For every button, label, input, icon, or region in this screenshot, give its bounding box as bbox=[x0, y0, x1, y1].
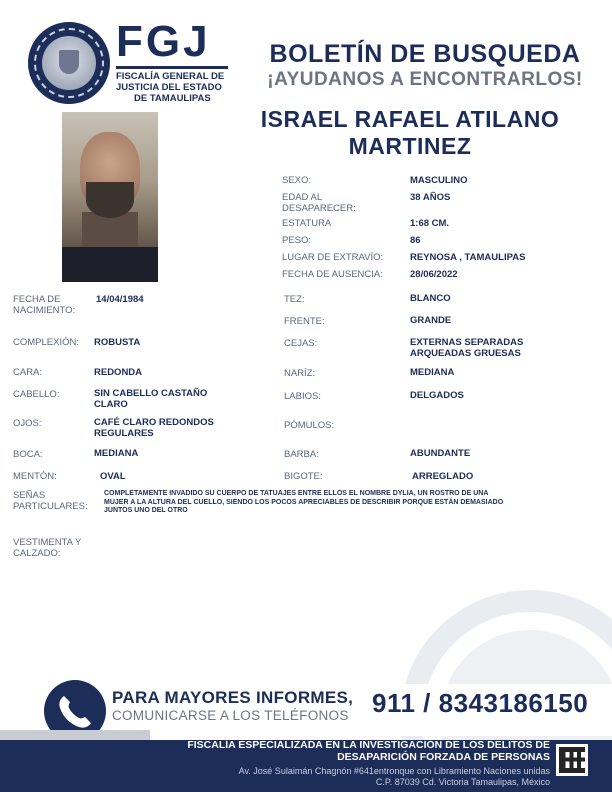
field-label-nariz: NARÍZ: bbox=[284, 368, 316, 379]
field-label-cara: CARA: bbox=[13, 367, 43, 378]
footer-address: Av. José Sulaimán Chagnón #641entronque con Libramiento Naciones unidas C.P. 87039 Cd. Victoria Tamaulipas, México bbox=[238, 766, 550, 787]
field-label-barba: BARBA: bbox=[284, 449, 319, 460]
field-label-ojos: OJOS: bbox=[13, 418, 42, 429]
field-label-tez: TEZ: bbox=[284, 294, 305, 305]
field-label-peso: PESO: bbox=[282, 235, 312, 246]
field-value-complexion: ROBUSTA bbox=[94, 337, 141, 348]
field-label-sexo: SEXO: bbox=[282, 175, 312, 186]
field-label-cejas: CEJAS: bbox=[284, 338, 318, 349]
field-label-boca: BOCA: bbox=[13, 449, 43, 460]
bulletin-subtitle: ¡AYUDANOS A ENCONTRARLOS! bbox=[267, 69, 583, 90]
field-value-labios: DELGADOS bbox=[410, 390, 464, 401]
field-value-peso: 86 bbox=[410, 235, 421, 246]
field-value-senas: COMPLETAMENTE INVADIDO SU CUERPO DE TATUAJES ENTRE ELLOS EL NOMBRE DYLIA, UN ROSTRO DE UNA MUJER A LA ALTURA DEL CUELLO, SIENDO LOS POCOS APRECIABLES DE DESCRIBIR PORQUE ESTÁN DEMASIADO JUNTOS UNO DEL OTRO bbox=[104, 490, 504, 514]
field-label-complexion: COMPLEXIÓN: bbox=[13, 337, 79, 348]
field-value-tez: BLANCO bbox=[410, 293, 451, 304]
field-label-senas: SEÑAS PARTICULARES: bbox=[13, 490, 88, 512]
field-value-cejas: EXTERNAS SEPARADAS ARQUEADAS GRUESAS bbox=[410, 337, 524, 359]
field-value-frente: GRANDE bbox=[410, 315, 452, 326]
field-label-nacimiento: FECHA DE NACIMIENTO: bbox=[13, 294, 76, 316]
field-label-menton: MENTÓN: bbox=[13, 471, 57, 482]
field-value-sexo: MASCULINO bbox=[410, 175, 468, 186]
field-value-lugar: REYNOSA , TAMAULIPAS bbox=[410, 252, 526, 263]
field-value-ojos: CAFÉ CLARO REDONDOS REGULARES bbox=[94, 417, 214, 439]
logo-divider bbox=[116, 66, 228, 69]
field-value-cabello: SIN CABELLO CASTAÑO CLARO bbox=[94, 388, 208, 410]
field-label-fecha-ausencia: FECHA DE AUSENCIA: bbox=[282, 269, 383, 280]
bulletin-title: BOLETÍN DE BUSQUEDA bbox=[269, 40, 581, 68]
field-label-edad: EDAD AL DESAPARECER: bbox=[282, 192, 356, 214]
field-label-pomulos: PÓMULOS: bbox=[284, 420, 335, 431]
field-value-nariz: MEDIANA bbox=[410, 367, 455, 378]
field-value-nacimiento: 14/04/1984 bbox=[96, 294, 144, 305]
field-value-boca: MEDIANA bbox=[94, 448, 139, 459]
qr-code-icon[interactable] bbox=[556, 744, 588, 776]
person-name: ISRAEL RAFAEL ATILANO MARTINEZ bbox=[260, 106, 560, 159]
fgj-logo: FGJ bbox=[116, 17, 211, 66]
contact-subtitle: COMUNICARSE A LOS TELÉFONOS bbox=[112, 708, 349, 723]
field-label-cabello: CABELLO: bbox=[13, 389, 60, 400]
agency-name: FISCALÍA GENERAL DE JUSTICIA DEL ESTADO DE TAMAULIPAS bbox=[116, 71, 225, 104]
field-value-bigote: ARREGLADO bbox=[412, 471, 474, 482]
footer-agency: FISCALÍA ESPECIALIZADA EN LA INVESTIGACIÓN DE LOS DELITOS DE DESAPARICIÓN FORZADA DE PERSONAS bbox=[187, 739, 550, 763]
field-label-estatura: ESTATURA bbox=[282, 218, 332, 229]
field-value-cara: REDONDA bbox=[94, 367, 143, 378]
contact-title: PARA MAYORES INFORMES, bbox=[112, 688, 354, 707]
field-value-edad: 38 AÑOS bbox=[410, 192, 451, 203]
phone-number[interactable]: 911 / 8343186150 bbox=[372, 688, 589, 718]
field-value-barba: ABUNDANTE bbox=[410, 448, 471, 459]
field-label-frente: FRENTE: bbox=[284, 316, 325, 327]
field-label-lugar: LUGAR DE EXTRAVÍO: bbox=[282, 252, 384, 263]
field-label-bigote: BIGOTE: bbox=[284, 471, 323, 482]
field-label-labios: LABIOS: bbox=[284, 391, 321, 402]
state-seal-icon bbox=[28, 22, 110, 104]
field-value-estatura: 1:68 CM. bbox=[410, 218, 450, 229]
field-value-fecha-ausencia: 28/06/2022 bbox=[410, 269, 458, 280]
person-photo bbox=[62, 112, 158, 282]
field-value-menton: OVAL bbox=[100, 471, 126, 482]
field-label-vestimenta: VESTIMENTA Y CALZADO: bbox=[13, 537, 82, 559]
